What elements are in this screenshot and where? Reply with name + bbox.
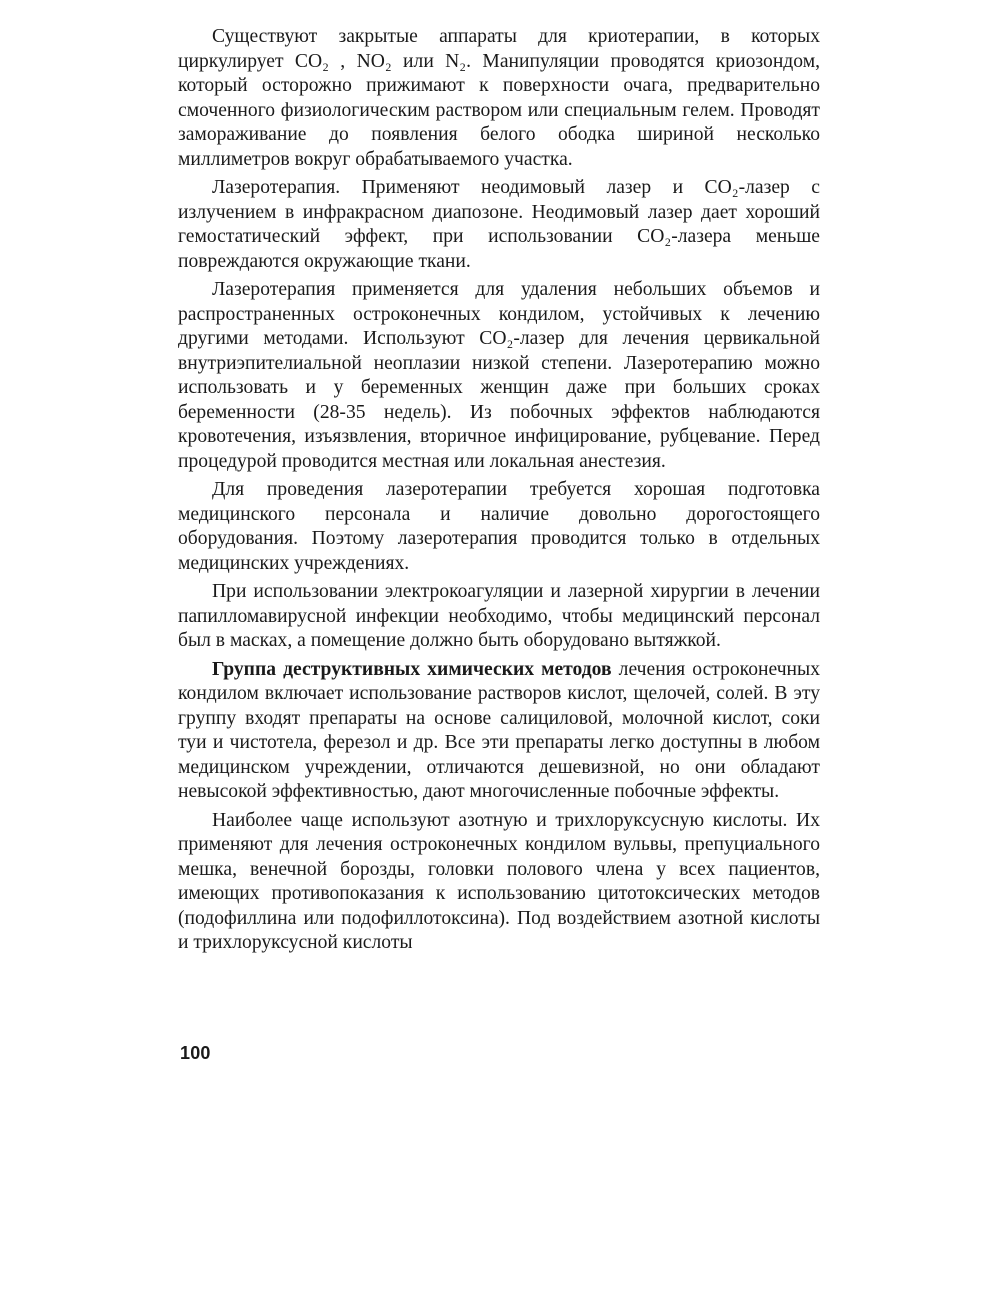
paragraph-laser-application: Лазеротерапия применяется для удаления небольших объемов и распространенных остроконечных кондилом, устойчивых к лечению другими методами. Используют CO₂-лазер для лечения цервикальной внутриэпителиальной неоплазии низкой степени. Лазеротерапию можно использовать и у беременных женщин даже при больших сроках беременности (28-35 недель). Из побочных эффектов наблюдаются кровотечения, изъязвления, вторичное инфицирование, рубцевание. Перед процедурой проводится местная или локальная анестезия. <box>178 279 820 472</box>
paragraph-laser-therapy: Лазеротерапия. Применяют неодимовый лазер и CO₂-лазер с излучением в инфракрасном диапозоне. Неодимовый лазер дает хороший гемостатический эффект, при использовании CO₂-лазера меньше повреждаются окружающие ткани. <box>178 177 820 272</box>
body-text <box>178 25 820 960</box>
paragraph-laser-requirements: Для проведения лазеротерапии требуется хорошая подготовка медицинского персонала и наличие довольно дорогостоящего оборудования. Поэтому лазеротерапия проводится только в отдельных медицинских учреждениях. <box>178 479 820 574</box>
paragraph-chemical-methods <box>178 658 820 805</box>
paragraph-electrocoagulation: При использовании электрокоагуляции и лазерной хирургии в лечении папилломавирусной инфекции необходимо, чтобы медицинский персонал был в масках, а помещение должно быть оборудовано вытяжкой. <box>178 581 820 651</box>
chemical-methods-text: лечения остроконечных кондилом включает использование растворов кислот, щелочей, солей. В эту группу входят препараты на основе салициловой, молочной кислот, соки туи и чистотела, ферезол и др. Все эти препараты легко доступны в любом медицинском учреждении, отличаются дешевизной, но они обладают невысокой эффективностью, дают многочисленные побочные эффекты. <box>178 658 820 802</box>
page-number: 100 <box>180 1043 211 1063</box>
chemical-methods-heading: Группа деструктивных химических методов <box>212 658 612 680</box>
paragraph-acids: Наиболее чаще используют азотную и трихлоруксусную кислоты. Их применяют для лечения остроконечных кондилом вульвы, препуциального мешка, венечной борозды, головки полового члена у всех пациентов, имеющих противопоказания к использованию цитотоксических методов (подофиллина или подофиллотоксина). Под воздействием азотной кислоты и трихлоруксусной кислоты <box>178 809 820 953</box>
paragraph-cryotherapy: Существуют закрытые аппараты для криотерапии, в которых циркулирует CO₂ , NO₂ или N₂. Манипуляции проводятся криозондом, который осторожно прижимают к поверхности очага, предварительно смоченного физиологическим раствором или специальным гелем. Проводят замораживание до появления белого ободка шириной несколько миллиметров вокруг обрабатываемого участка. <box>178 26 820 170</box>
